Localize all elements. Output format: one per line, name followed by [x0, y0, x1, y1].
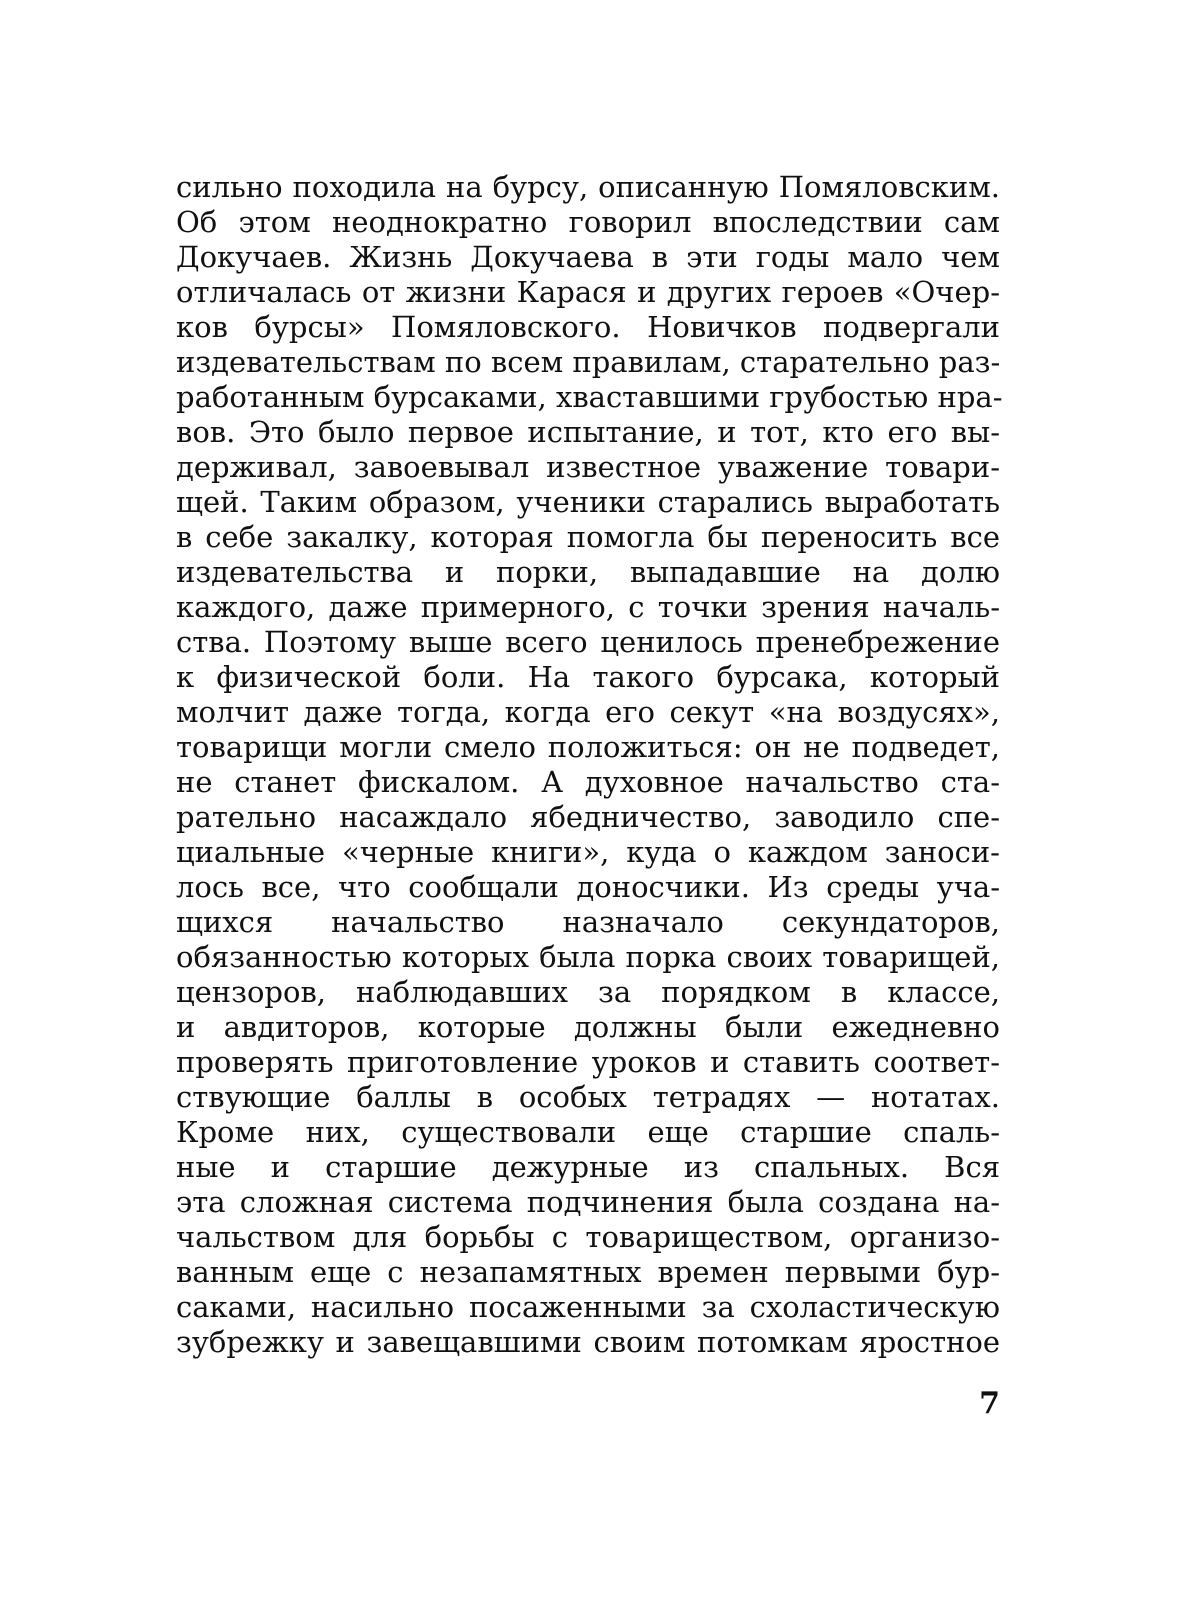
text-line: Кроме них, существовали еще старшие спаль- [176, 1115, 1000, 1149]
text-line: Докучаев. Жизнь Докучаева в эти годы мало чем [176, 240, 1000, 274]
text-line: лось все, что сообщали доносчики. Из среды уча- [176, 870, 1000, 904]
text-line: проверять приготовление уроков и ставить соответ- [176, 1045, 1000, 1079]
text-line: не станет фискалом. А духовное начальство ста- [176, 765, 1000, 799]
text-line: щихся начальство назначало секундаторов, [176, 905, 1000, 939]
text-line: держивал, завоевывал известное уважение товари- [176, 450, 1000, 484]
text-line: ствующие баллы в особых тетрадях — нотатах. [176, 1080, 1000, 1114]
text-line: саками, насильно посаженными за схоластическую [176, 1290, 1000, 1324]
text-line: в себе закалку, которая помогла бы переносить все [176, 520, 1000, 554]
text-line: ков бурсы» Помяловского. Новичков подвергали [176, 310, 1000, 344]
text-line: каждого, даже примерного, с точки зрения началь- [176, 590, 1000, 624]
text-line: зубрежку и завещавшими своим потомкам яростное [176, 1325, 1000, 1359]
text-line: Об этом неоднократно говорил впоследствии сам [176, 205, 1000, 239]
text-line: обязанностью которых была порка своих товарищей, [176, 940, 1000, 974]
text-line: отличалась от жизни Карася и других героев «Очер- [176, 275, 1000, 309]
text-line: рательно насаждало ябедничество, заводило спе- [176, 800, 1000, 834]
text-line: цензоров, наблюдавших за порядком в классе, [176, 975, 1000, 1009]
text-line: ванным еще с незапамятных времен первыми бур- [176, 1255, 1000, 1289]
text-line: сильно походила на бурсу, описанную Помяловским. [176, 170, 1000, 204]
page-number: 7 [979, 1386, 1000, 1421]
text-line: молчит даже тогда, когда его секут «на воздусях», [176, 695, 1000, 729]
text-line: щей. Таким образом, ученики старались выработать [176, 485, 1000, 519]
text-line: ства. Поэтому выше всего ценилось пренебрежение [176, 625, 1000, 659]
text-line: чальством для борьбы с товариществом, организо- [176, 1220, 1000, 1254]
text-line: циальные «черные книги», куда о каждом заноси- [176, 835, 1000, 869]
text-line: эта сложная система подчинения была создана на- [176, 1185, 1000, 1219]
body-text [176, 170, 1003, 1360]
text-line: и авдиторов, которые должны были ежедневно [176, 1010, 1000, 1044]
text-line: издевательствам по всем правилам, старательно раз- [176, 345, 1001, 379]
text-line: работанным бурсаками, хваставшими грубостью нра- [176, 380, 1003, 414]
text-line: ные и старшие дежурные из спальных. Вся [176, 1150, 1000, 1184]
text-line: вов. Это было первое испытание, и тот, кто его вы- [176, 415, 1000, 449]
text-line: издевательства и порки, выпадавшие на долю [176, 555, 1000, 589]
text-line: товарищи могли смело положиться: он не подведет, [176, 730, 1000, 764]
text-line: к физической боли. На такого бурсака, который [176, 660, 1000, 694]
